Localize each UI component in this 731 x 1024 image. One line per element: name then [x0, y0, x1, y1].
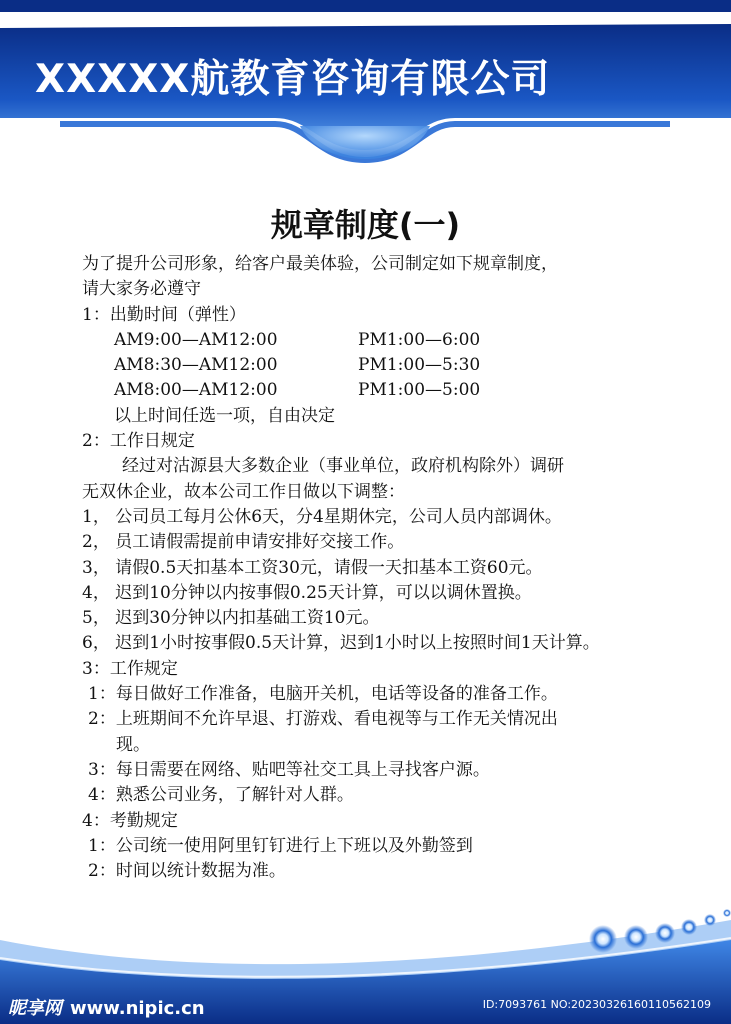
- time-row: [82, 378, 682, 403]
- company-name: XXXXX航教育咨询有限公司: [35, 57, 551, 102]
- section-heading: 4：考勤规定: [82, 810, 178, 831]
- time-pm: PM1:00—5:00: [358, 380, 481, 401]
- section-heading: 3：工作规定: [82, 658, 178, 679]
- time-row: [82, 328, 682, 353]
- list-item: 1：公司统一使用阿里钉钉进行上下班以及外勤签到: [88, 835, 473, 856]
- list-item: 6， 迟到1小时按事假0.5天计算，迟到1小时以上按照时间1天计算。: [82, 633, 600, 654]
- intro-line: 为了提升公司形象，给客户最美体验，公司制定如下规章制度，: [82, 254, 558, 274]
- paragraph-line: 无双休企业，故本公司工作日做以下调整：: [82, 481, 405, 502]
- time-pm: PM1:00—5:30: [358, 355, 481, 376]
- list-item: 2：时间以统计数据为准。: [88, 861, 286, 882]
- watermark-url: www.nipic.cn: [70, 998, 205, 1019]
- list-item: 4， 迟到10分钟以内按事假0.25天计算，可以以调休置换。: [82, 582, 532, 603]
- page-title: 规章制度(一): [270, 206, 461, 244]
- intro-line: 请大家务必遵守: [82, 279, 201, 300]
- time-note: 以上时间任选一项，自由决定: [114, 405, 335, 426]
- list-item-continuation: 现。: [116, 734, 150, 755]
- list-item: 4：熟悉公司业务，了解针对人群。: [88, 785, 354, 806]
- section-heading: 2：工作日规定: [82, 431, 195, 452]
- time-am: AM9:00—AM12:00: [114, 329, 278, 350]
- watermark-id: ID:7093761 NO:20230326160110562109: [482, 998, 711, 1011]
- time-pm: PM1:00—6:00: [358, 329, 481, 350]
- watermark-brand: 昵享网: [8, 998, 62, 1019]
- list-item: 1， 公司员工每月公休6天，分4星期休完，公司人员内部调休。: [82, 506, 562, 527]
- list-item: 3， 请假0.5天扣基本工资30元，请假一天扣基本工资60元。: [82, 557, 543, 578]
- section-heading: 1：出勤时间（弹性）: [82, 304, 246, 325]
- regulations-body: [82, 252, 682, 884]
- list-item: 3：每日需要在网络、贴吧等社交工具上寻找客户源。: [88, 759, 490, 780]
- paragraph-line: 经过对沽源县大多数企业（事业单位，政府机构除外）调研: [122, 456, 564, 477]
- watermark-logo: [8, 994, 205, 1020]
- list-item: 2：上班期间不允许早退、打游戏、看电视等与工作无关情况出: [88, 709, 558, 730]
- time-am: AM8:30—AM12:00: [114, 355, 278, 376]
- list-item: 2， 员工请假需提前申请安排好交接工作。: [82, 532, 405, 553]
- time-am: AM8:00—AM12:00: [114, 380, 278, 401]
- list-item: 5， 迟到30分钟以内扣基础工资10元。: [82, 608, 380, 629]
- list-item: 1：每日做好工作准备，电脑开关机，电话等设备的准备工作。: [88, 684, 558, 705]
- time-row: [82, 353, 682, 378]
